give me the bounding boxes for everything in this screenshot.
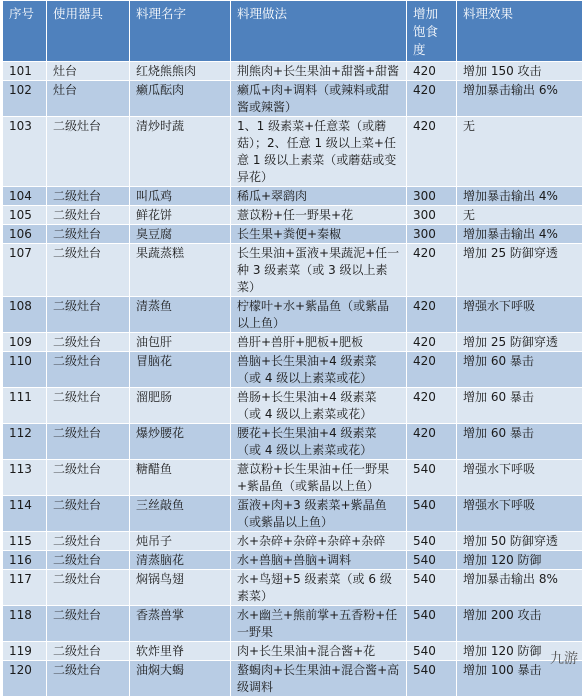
cell-dish-name: 软炸里脊 — [130, 642, 231, 661]
table-row — [3, 225, 583, 244]
cell-tool: 灶台 — [47, 62, 130, 81]
cell-tool: 二级灶台 — [47, 661, 130, 697]
cell-dish-name: 叫瓜鸡 — [130, 187, 231, 206]
cell-satiety: 420 — [407, 333, 457, 352]
cell-effect: 增加暴击输出 8% — [457, 570, 583, 606]
header-satiety: 增加饱食度 — [407, 1, 457, 62]
cell-satiety: 540 — [407, 460, 457, 496]
cell-effect: 增加 25 防御穿透 — [457, 244, 583, 297]
table-row — [3, 187, 583, 206]
cell-dish-name: 油包肝 — [130, 333, 231, 352]
cell-dish-name: 三丝敲鱼 — [130, 496, 231, 532]
cell-dish-name: 臭豆腐 — [130, 225, 231, 244]
cell-satiety: 420 — [407, 62, 457, 81]
table-row — [3, 424, 583, 460]
cell-effect: 无 — [457, 206, 583, 225]
cell-recipe: 水+幽兰+熊前掌+五香粉+任一野果 — [231, 606, 407, 642]
cell-effect: 增加暴击输出 4% — [457, 225, 583, 244]
cell-effect: 无 — [457, 117, 583, 187]
cell-index: 103 — [3, 117, 47, 187]
cell-recipe: 腰花+长生果油+4 级素菜（或 4 级以上素菜或花） — [231, 424, 407, 460]
recipe-table — [2, 0, 583, 697]
cell-index: 120 — [3, 661, 47, 697]
cell-dish-name: 果蔬蒸糕 — [130, 244, 231, 297]
cell-recipe: 肉+长生果油+混合酱+花 — [231, 642, 407, 661]
table-row — [3, 352, 583, 388]
cell-dish-name: 炖吊子 — [130, 532, 231, 551]
cell-dish-name: 癞瓜酝肉 — [130, 81, 231, 117]
header-effect: 料理效果 — [457, 1, 583, 62]
cell-satiety: 540 — [407, 661, 457, 697]
watermark-logo: 九游 — [550, 651, 578, 667]
cell-satiety: 540 — [407, 642, 457, 661]
cell-tool: 二级灶台 — [47, 187, 130, 206]
cell-dish-name: 糖醋鱼 — [130, 460, 231, 496]
cell-satiety: 420 — [407, 117, 457, 187]
cell-index: 108 — [3, 297, 47, 333]
table-row — [3, 206, 583, 225]
cell-dish-name: 红烧熊熊肉 — [130, 62, 231, 81]
cell-tool: 二级灶台 — [47, 424, 130, 460]
cell-satiety: 540 — [407, 551, 457, 570]
table-row — [3, 532, 583, 551]
cell-recipe: 薏苡粉+长生果油+任一野果+紫晶鱼（或紫晶以上鱼） — [231, 460, 407, 496]
cell-index: 106 — [3, 225, 47, 244]
table-row — [3, 62, 583, 81]
header-tool: 使用器具 — [47, 1, 130, 62]
cell-index: 116 — [3, 551, 47, 570]
cell-effect: 增加暴击输出 6% — [457, 81, 583, 117]
cell-index: 111 — [3, 388, 47, 424]
cell-dish-name: 溜肥肠 — [130, 388, 231, 424]
cell-satiety: 420 — [407, 244, 457, 297]
cell-recipe: 兽脑+长生果油+4 级素菜（或 4 级以上素菜或花） — [231, 352, 407, 388]
table-row — [3, 570, 583, 606]
cell-dish-name: 油焖大蝎 — [130, 661, 231, 697]
table-row — [3, 244, 583, 297]
cell-recipe: 癞瓜+肉+调料（或辣料或甜酱或辣酱） — [231, 81, 407, 117]
cell-recipe: 长生果油+蛋液+果蔬泥+任一种 3 级素菜（或 3 级以上素菜） — [231, 244, 407, 297]
cell-tool: 二级灶台 — [47, 570, 130, 606]
cell-tool: 灶台 — [47, 81, 130, 117]
cell-tool: 二级灶台 — [47, 206, 130, 225]
table-row — [3, 606, 583, 642]
cell-dish-name: 清炒时蔬 — [130, 117, 231, 187]
cell-effect: 增强水下呼吸 — [457, 297, 583, 333]
table-row — [3, 642, 583, 661]
cell-satiety: 420 — [407, 352, 457, 388]
cell-satiety: 540 — [407, 570, 457, 606]
cell-index: 118 — [3, 606, 47, 642]
cell-index: 117 — [3, 570, 47, 606]
cell-satiety: 420 — [407, 424, 457, 460]
cell-recipe: 蛋液+肉+3 级素菜+紫晶鱼（或紫晶以上鱼） — [231, 496, 407, 532]
cell-dish-name: 冒脑花 — [130, 352, 231, 388]
cell-recipe: 兽肝+兽肝+肥板+肥板 — [231, 333, 407, 352]
cell-dish-name: 清蒸鱼 — [130, 297, 231, 333]
table-row — [3, 81, 583, 117]
cell-effect: 增加 120 防御 — [457, 551, 583, 570]
cell-index: 104 — [3, 187, 47, 206]
cell-tool: 二级灶台 — [47, 388, 130, 424]
cell-effect: 增加 60 暴击 — [457, 352, 583, 388]
cell-index: 115 — [3, 532, 47, 551]
cell-tool: 二级灶台 — [47, 352, 130, 388]
cell-index: 119 — [3, 642, 47, 661]
cell-index: 112 — [3, 424, 47, 460]
cell-satiety: 540 — [407, 606, 457, 642]
cell-tool: 二级灶台 — [47, 244, 130, 297]
cell-effect: 增加 100 暴击 — [457, 661, 583, 697]
cell-index: 109 — [3, 333, 47, 352]
header-row — [3, 1, 583, 62]
cell-recipe: 薏苡粉+任一野果+花 — [231, 206, 407, 225]
cell-effect: 增加 120 防御 — [457, 642, 583, 661]
cell-tool: 二级灶台 — [47, 496, 130, 532]
header-recipe: 料理做法 — [231, 1, 407, 62]
cell-recipe: 水+兽脑+兽脑+调料 — [231, 551, 407, 570]
table-row — [3, 551, 583, 570]
cell-recipe: 荆熊肉+长生果油+甜酱+甜酱 — [231, 62, 407, 81]
cell-effect: 增加 25 防御穿透 — [457, 333, 583, 352]
cell-index: 102 — [3, 81, 47, 117]
cell-tool: 二级灶台 — [47, 642, 130, 661]
cell-tool: 二级灶台 — [47, 117, 130, 187]
cell-recipe: 水+杂碎+杂碎+杂碎+杂碎 — [231, 532, 407, 551]
cell-dish-name: 香蒸兽掌 — [130, 606, 231, 642]
cell-satiety: 300 — [407, 187, 457, 206]
cell-recipe: 1、1 级素菜+任意菜（或蘑菇）；2、任意 1 级以上菜+任意 1 级以上素菜（或蘑菇或变异花） — [231, 117, 407, 187]
header-index: 序号 — [3, 1, 47, 62]
cell-dish-name: 鲜花饼 — [130, 206, 231, 225]
cell-effect: 增加 50 防御穿透 — [457, 532, 583, 551]
cell-index: 101 — [3, 62, 47, 81]
cell-dish-name: 焖锅鸟翅 — [130, 570, 231, 606]
cell-tool: 二级灶台 — [47, 606, 130, 642]
cell-index: 114 — [3, 496, 47, 532]
cell-satiety: 300 — [407, 206, 457, 225]
cell-effect: 增加 60 暴击 — [457, 424, 583, 460]
cell-effect: 增强水下呼吸 — [457, 496, 583, 532]
cell-satiety: 420 — [407, 81, 457, 117]
cell-dish-name: 爆炒腰花 — [130, 424, 231, 460]
cell-tool: 二级灶台 — [47, 225, 130, 244]
cell-tool: 二级灶台 — [47, 551, 130, 570]
cell-effect: 增加 150 攻击 — [457, 62, 583, 81]
cell-satiety: 540 — [407, 496, 457, 532]
cell-recipe: 水+鸟翅+5 级素菜（或 6 级素菜） — [231, 570, 407, 606]
cell-tool: 二级灶台 — [47, 333, 130, 352]
table-row — [3, 117, 583, 187]
table-row — [3, 460, 583, 496]
cell-index: 110 — [3, 352, 47, 388]
cell-satiety: 300 — [407, 225, 457, 244]
header-dish-name: 料理名字 — [130, 1, 231, 62]
cell-satiety: 420 — [407, 297, 457, 333]
cell-recipe: 螯蝎肉+长生果油+混合酱+高级调料 — [231, 661, 407, 697]
cell-tool: 二级灶台 — [47, 460, 130, 496]
cell-index: 107 — [3, 244, 47, 297]
cell-dish-name: 清蒸脑花 — [130, 551, 231, 570]
cell-recipe: 长生果+粪便+秦椒 — [231, 225, 407, 244]
cell-recipe: 稀瓜+翠鹞肉 — [231, 187, 407, 206]
table-row — [3, 297, 583, 333]
table-row — [3, 333, 583, 352]
cell-satiety: 540 — [407, 532, 457, 551]
cell-satiety: 420 — [407, 388, 457, 424]
cell-index: 113 — [3, 460, 47, 496]
cell-recipe: 柠檬叶+水+紫晶鱼（或紫晶以上鱼） — [231, 297, 407, 333]
cell-tool: 二级灶台 — [47, 297, 130, 333]
table-row — [3, 661, 583, 697]
table-row — [3, 496, 583, 532]
table-row — [3, 388, 583, 424]
cell-effect: 增加暴击输出 4% — [457, 187, 583, 206]
cell-tool: 二级灶台 — [47, 532, 130, 551]
cell-effect: 增加 200 攻击 — [457, 606, 583, 642]
cell-effect: 增加 60 暴击 — [457, 388, 583, 424]
cell-recipe: 兽肠+长生果油+4 级素菜（或 4 级以上素菜或花） — [231, 388, 407, 424]
cell-index: 105 — [3, 206, 47, 225]
cell-effect: 增强水下呼吸 — [457, 460, 583, 496]
